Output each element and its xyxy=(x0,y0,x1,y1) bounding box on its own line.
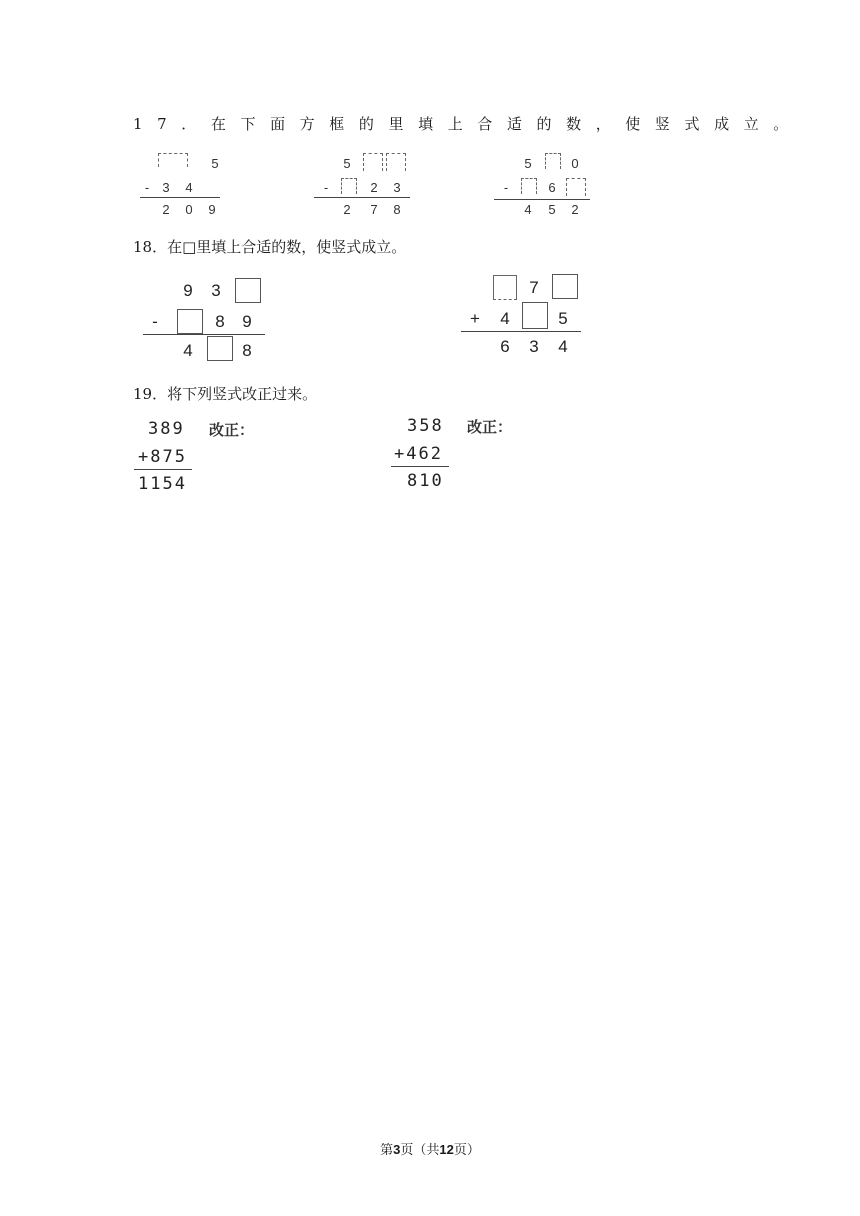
footer-middle: 页（共 xyxy=(400,1143,440,1158)
digit: 3 xyxy=(162,180,170,195)
correction-label: 改正： xyxy=(467,418,513,436)
digit: 8 xyxy=(215,312,225,331)
answer-box[interactable] xyxy=(522,302,548,329)
plus-sign: + xyxy=(470,309,480,328)
page-number: 3 xyxy=(393,1142,401,1157)
sum-line xyxy=(140,197,220,198)
question-17-title: 17．在下面方框的里填上合适的数，使竖式成立。 xyxy=(133,115,803,133)
digit: 3 xyxy=(211,281,221,300)
minus-sign: - xyxy=(323,180,329,195)
answer-box[interactable] xyxy=(386,153,406,171)
sum-line xyxy=(461,331,581,332)
answer-box[interactable] xyxy=(341,178,357,194)
digit: 9 xyxy=(242,312,252,331)
sum-result: 810 xyxy=(407,471,444,491)
addend-top: 358 xyxy=(407,416,444,436)
digit: 6 xyxy=(500,337,510,356)
digit: 0 xyxy=(185,202,193,217)
digit: 2 xyxy=(162,202,170,217)
footer-suffix: 页） xyxy=(453,1143,480,1158)
digit: 4 xyxy=(185,180,193,195)
digit: 5 xyxy=(548,202,556,217)
sum-line xyxy=(134,469,192,470)
digit: 7 xyxy=(529,278,539,297)
answer-box[interactable] xyxy=(177,309,203,334)
answer-box[interactable] xyxy=(363,153,383,171)
sum-line xyxy=(494,199,590,200)
answer-box[interactable] xyxy=(566,178,586,196)
minus-sign: - xyxy=(152,312,158,331)
digit: 4 xyxy=(500,309,510,328)
minus-sign: - xyxy=(144,180,150,195)
addend-top: 389 xyxy=(148,419,185,439)
footer-prefix: 第 xyxy=(380,1143,394,1158)
question-18-title: 18．在□里填上合适的数，使竖式成立。 xyxy=(133,238,407,256)
digit: 8 xyxy=(242,341,252,360)
answer-box[interactable] xyxy=(545,153,561,169)
sum-line xyxy=(391,466,449,467)
addend-bottom: +462 xyxy=(394,444,443,464)
minus-sign: - xyxy=(503,180,509,195)
answer-box[interactable] xyxy=(235,278,261,303)
total-pages: 12 xyxy=(439,1142,454,1157)
page-footer xyxy=(0,1139,860,1158)
digit: 2 xyxy=(571,202,579,217)
question-19-title: 19．将下列竖式改正过来。 xyxy=(133,385,318,403)
sum-result: 1154 xyxy=(138,474,187,494)
sum-line xyxy=(143,334,265,335)
digit: 3 xyxy=(529,337,539,356)
digit: 2 xyxy=(370,180,378,195)
digit: 2 xyxy=(343,202,351,217)
correction-label: 改正： xyxy=(209,421,255,439)
answer-box[interactable] xyxy=(552,274,578,299)
digit: 9 xyxy=(183,281,193,300)
digit: 5 xyxy=(524,156,532,171)
addend-bottom: +875 xyxy=(138,447,187,467)
sum-line xyxy=(314,197,410,198)
answer-box[interactable] xyxy=(158,153,188,167)
digit: 6 xyxy=(548,180,556,195)
digit: 3 xyxy=(393,180,401,195)
answer-box[interactable] xyxy=(493,275,517,300)
digit: 4 xyxy=(558,337,568,356)
answer-box[interactable] xyxy=(521,178,537,194)
digit: 5 xyxy=(343,156,351,171)
digit: 8 xyxy=(393,202,401,217)
digit: 5 xyxy=(558,309,568,328)
digit: 4 xyxy=(183,341,193,360)
digit: 0 xyxy=(571,156,579,171)
digit: 7 xyxy=(370,202,378,217)
digit: 4 xyxy=(524,202,532,217)
digit: 5 xyxy=(211,156,219,171)
digit: 9 xyxy=(208,202,216,217)
answer-box[interactable] xyxy=(207,336,233,361)
